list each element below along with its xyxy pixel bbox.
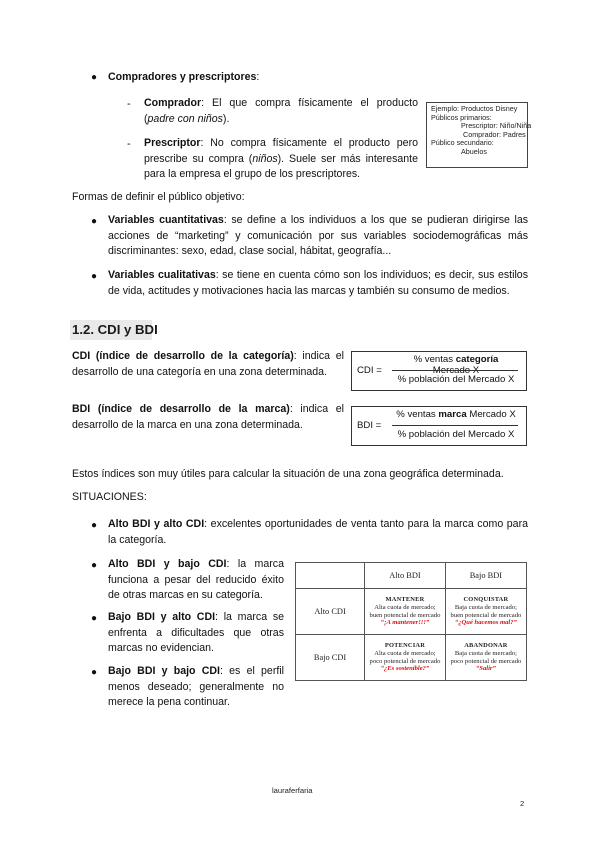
situaciones-title: SITUACIONES: bbox=[72, 491, 147, 503]
matrix-col-alto-bdi: Alto BDI bbox=[365, 563, 446, 589]
cdi-definition: CDI (índice de desarrollo de la categoría): indica el desarrollo de una categoría en una zona determinada. bbox=[72, 350, 344, 378]
bullet-icon: ● bbox=[91, 667, 98, 678]
bullet-icon: ● bbox=[91, 216, 98, 227]
situacion-alto-bajo: Alto BDI y bajo CDI: la marca funciona a pesar del reducido éxito de otras marcas en su categoría. bbox=[108, 558, 284, 601]
matrix-row-bajo-cdi: Bajo CDI bbox=[296, 635, 365, 681]
bdi-definition: BDI (índice de desarrollo de la marca): indica el desarrollo de la marca en una zona determinada. bbox=[72, 403, 344, 431]
page-number: 2 bbox=[520, 799, 525, 808]
matrix-cell-abandonar: ABANDONAR Baja cuota de mercado; poco potencial de mercado “Salir” bbox=[445, 635, 526, 681]
disney-line: Ejemplo: Productos Disney bbox=[431, 104, 518, 113]
fraction-line bbox=[392, 370, 518, 371]
situacion-bajo-alto: Bajo BDI y alto CDI: la marca se enfrenta a dificultades que otras marcas no evidencian. bbox=[108, 611, 285, 654]
bullet-icon: ● bbox=[91, 560, 98, 571]
bullet-icon: ● bbox=[91, 72, 98, 83]
bullet-icon: ● bbox=[91, 613, 98, 624]
dash-icon: - bbox=[127, 138, 131, 150]
bdi-formula-box bbox=[351, 406, 527, 446]
disney-line: Abuelos bbox=[461, 146, 487, 156]
cdi-formula-box bbox=[351, 351, 527, 391]
disney-line: Públicos primarios: bbox=[431, 112, 492, 122]
comprador-definition: Comprador: El que compra físicamente el producto (padre con niños). bbox=[144, 97, 418, 125]
bdi-cdi-matrix bbox=[295, 562, 527, 681]
matrix-col-bajo-bdi: Bajo BDI bbox=[445, 563, 526, 589]
disney-example-box bbox=[426, 102, 532, 168]
disney-line: Público secundario: bbox=[431, 138, 494, 148]
situacion-bajo-bajo: Bajo BDI y bajo CDI: es el perfil menos deseado; generalmente no merece la pena continuar. bbox=[108, 665, 284, 708]
dash-icon: - bbox=[127, 98, 131, 110]
matrix-cell-mantener: MANTENER Alta cuota de mercado; buen potencial de mercado “¡A mantener!!!” bbox=[365, 589, 446, 635]
bdi-formula-label: BDI = bbox=[357, 420, 382, 431]
footer-author: lauraferfaria bbox=[272, 786, 313, 795]
disney-line: Prescriptor: Niño/Niña bbox=[461, 121, 532, 131]
bdi-formula-numerator: % ventas marca Mercado X bbox=[396, 409, 516, 420]
matrix-cell-potenciar: POTENCIAR Alta cuota de mercado; poco potencial de mercado “¿Es sostenible?” bbox=[365, 635, 446, 681]
matrix-corner bbox=[296, 563, 365, 589]
buyers-title: Compradores y prescriptores: bbox=[108, 71, 260, 83]
bullet-icon: ● bbox=[91, 520, 98, 531]
cdi-formula-label: CDI = bbox=[357, 365, 382, 376]
fraction-line bbox=[392, 425, 518, 426]
bdi-formula-denominator: % población del Mercado X bbox=[397, 429, 515, 440]
cdi-formula-numerator: % ventas categoría Mercado X bbox=[413, 354, 499, 376]
cdi-formula-denominator: % población del Mercado X bbox=[397, 374, 515, 385]
matrix-cell-conquistar: CONQUISTAR Baja cuota de mercado; buen potencial de mercado “¿Qué hacemos mal?” bbox=[445, 589, 526, 635]
situacion-alto-alto: Alto BDI y alto CDI: excelentes oportunidades de venta tanto para la marca como para la categoría. bbox=[108, 518, 528, 546]
indices-usefulness-text: Estos índices son muy útiles para calcular la situación de una zona geográfica determinada. bbox=[72, 468, 504, 480]
variables-cualitativas: Variables cualitativas: se tiene en cuenta cómo son los individuos; es decir, sus estilos de vida, actitudes y motivaciones hacia las marcas y también su consumo de medios. bbox=[108, 269, 528, 297]
formas-intro: Formas de definir el público objetivo: bbox=[72, 191, 245, 203]
prescriptor-definition: Prescriptor: No compra físicamente el producto pero prescribe su compra (niños). Suele ser más interesante para la empresa el grupo de los prescriptores. bbox=[144, 137, 418, 180]
variables-cuantitativas: Variables cuantitativas: se define a los individuos a los que se pudieran dirigirse las acciones de “marketing” y comunicación por sus variables sociodemográficas más discriminantes: sexo, edad, clase social, hábitat, geografía... bbox=[108, 214, 529, 257]
bullet-icon: ● bbox=[91, 271, 98, 282]
section-heading: 1.2. CDI y BDI bbox=[72, 322, 158, 337]
disney-line: Comprador: Padres bbox=[463, 129, 526, 139]
matrix-row-alto-cdi: Alto CDI bbox=[296, 589, 365, 635]
